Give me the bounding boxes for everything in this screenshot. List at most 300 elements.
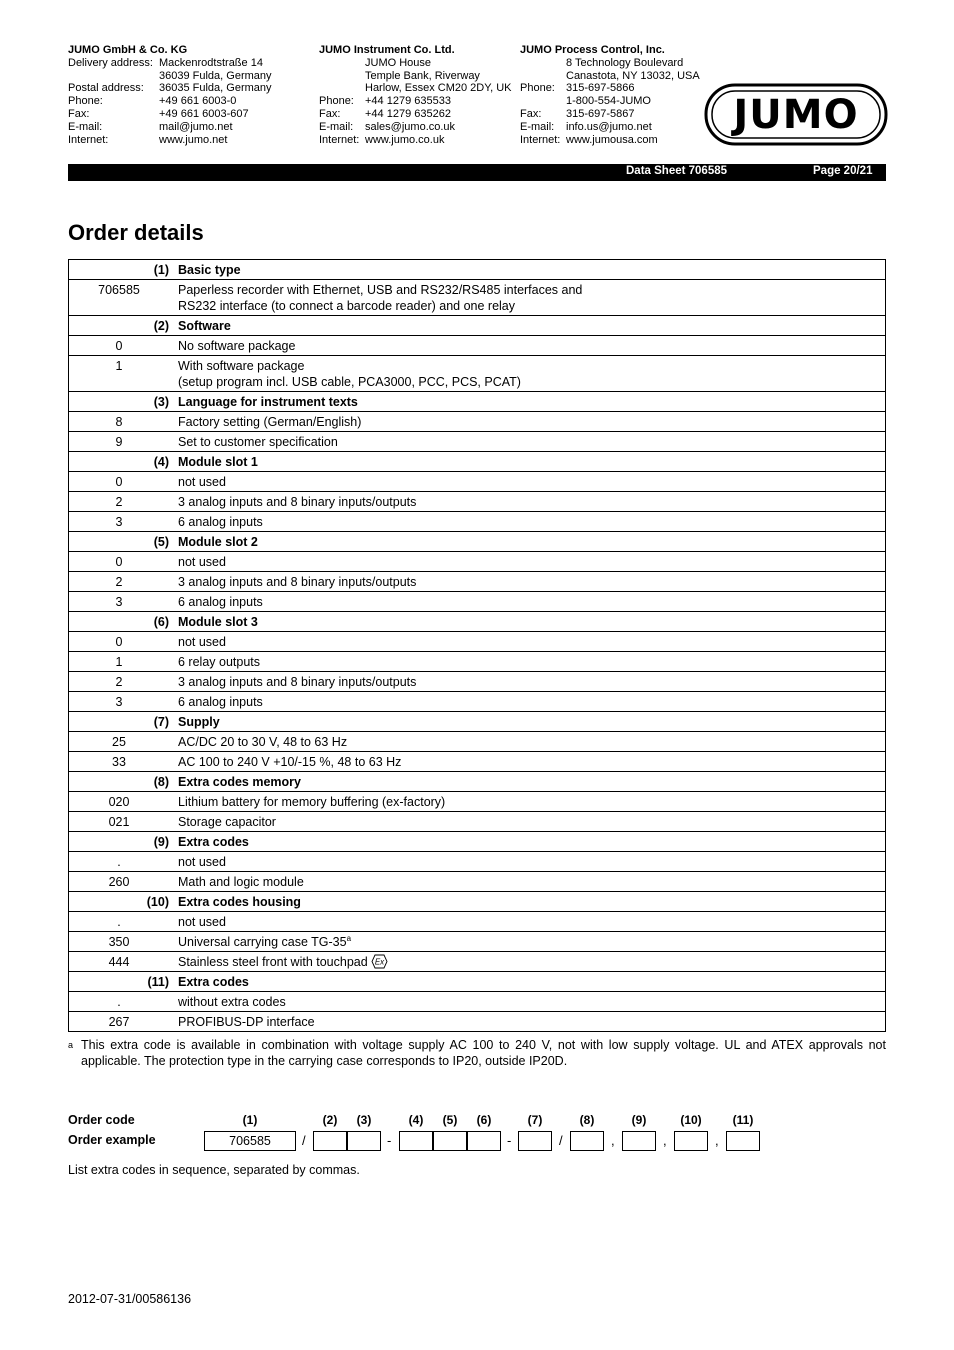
address-value: 8 Technology Boulevard xyxy=(566,56,684,69)
section-title xyxy=(177,612,886,632)
spacer-cell xyxy=(169,952,177,972)
spacer-cell xyxy=(169,792,177,812)
description-text: Extra codes memory xyxy=(178,775,301,789)
address-line xyxy=(68,70,272,83)
spacer-cell xyxy=(169,532,177,552)
address-line xyxy=(319,134,512,147)
spacer-cell xyxy=(169,612,177,632)
option-row xyxy=(69,672,886,692)
option-code: 0 xyxy=(69,632,170,652)
section-number: (5) xyxy=(153,535,169,549)
description-text: Paperless recorder with Ethernet, USB and RS232/RS485 interfaces and xyxy=(178,283,583,297)
address-line xyxy=(319,82,512,95)
address-line xyxy=(319,121,512,134)
option-row xyxy=(69,652,886,672)
address-value: www.jumo.co.uk xyxy=(365,133,445,146)
description-text: No software package xyxy=(178,339,296,353)
spacer-cell xyxy=(169,972,177,992)
address-line xyxy=(68,57,272,70)
spacer-cell xyxy=(169,652,177,672)
footnote-ref: a xyxy=(346,933,352,943)
description-text: 3 analog inputs and 8 binary inputs/outputs xyxy=(178,675,417,689)
description-text: 3 analog inputs and 8 binary inputs/outputs xyxy=(178,575,417,589)
order-field-box[interactable] xyxy=(347,1131,381,1151)
option-description xyxy=(177,592,886,612)
section-title xyxy=(177,972,886,992)
section-header-row xyxy=(69,892,886,912)
spacer-cell xyxy=(169,632,177,652)
address-value: 315-697-5866 xyxy=(566,82,635,95)
option-description xyxy=(177,672,886,692)
description-text: PROFIBUS-DP interface xyxy=(178,1015,315,1029)
datasheet-bar xyxy=(68,164,886,181)
description-text: 6 relay outputs xyxy=(178,655,260,669)
address-value: +49 661 6003-607 xyxy=(159,107,249,120)
section-header-row xyxy=(69,612,886,632)
option-row xyxy=(69,592,886,612)
order-separator: - xyxy=(507,1133,512,1148)
address-value: info.us@jumo.net xyxy=(566,120,652,133)
spacer-cell xyxy=(169,492,177,512)
option-description xyxy=(177,512,886,532)
address-key: Fax: xyxy=(520,107,542,120)
option-code: 260 xyxy=(69,872,170,892)
address-value: +49 661 6003-0 xyxy=(159,95,237,108)
order-field-label: (4) xyxy=(408,1113,424,1127)
option-row xyxy=(69,572,886,592)
address-key: E-mail: xyxy=(319,120,354,133)
spacer-cell xyxy=(169,316,177,336)
address-line xyxy=(520,70,700,83)
option-description xyxy=(177,280,886,316)
spacer-cell xyxy=(169,772,177,792)
option-description xyxy=(177,1012,886,1032)
order-separator: , xyxy=(611,1133,615,1148)
option-description xyxy=(177,472,886,492)
address-value: sales@jumo.co.uk xyxy=(365,120,456,133)
description-text: Lithium battery for memory buffering (ex-factory) xyxy=(178,795,446,809)
order-field-label: (3) xyxy=(356,1113,372,1127)
option-row xyxy=(69,492,886,512)
order-field-label: (8) xyxy=(579,1113,595,1127)
address-value: 36035 Fulda, Germany xyxy=(159,82,272,95)
order-code-label: Order code xyxy=(68,1113,135,1127)
description-text: Universal carrying case TG-35 xyxy=(178,935,347,949)
address-value: 36039 Fulda, Germany xyxy=(159,69,272,82)
order-field-label: (7) xyxy=(527,1113,543,1127)
option-code: . xyxy=(69,912,170,932)
jumo-logo xyxy=(704,83,888,146)
order-field-label: (9) xyxy=(631,1113,647,1127)
description-text: Factory setting (German/English) xyxy=(178,415,362,429)
spacer-cell xyxy=(169,356,177,392)
address-key: Phone: xyxy=(319,95,354,108)
section-header-row xyxy=(69,772,886,792)
option-description xyxy=(177,932,886,952)
footnote-text: This extra code is available in combination with voltage supply AC 100 to 240 V, not with low supply voltage. UL and ATEX approvals not applicable. The protection type in the carrying case corresponds to IP20, outside IP20D. xyxy=(81,1038,886,1068)
option-description xyxy=(177,792,886,812)
option-code: . xyxy=(69,852,170,872)
option-code: 3 xyxy=(69,512,170,532)
description-text: Set to customer specification xyxy=(178,435,338,449)
order-details-table xyxy=(68,259,886,1032)
order-field-box[interactable] xyxy=(399,1131,433,1151)
address-key xyxy=(319,57,365,70)
description-text: Basic type xyxy=(178,263,241,277)
order-field-label: (5) xyxy=(442,1113,458,1127)
order-field-box[interactable] xyxy=(518,1131,552,1151)
address-value: mail@jumo.net xyxy=(159,120,233,133)
order-field-box[interactable] xyxy=(570,1131,604,1151)
address-line xyxy=(68,121,272,134)
header-company-usa xyxy=(520,44,700,146)
option-row xyxy=(69,412,886,432)
option-code: 267 xyxy=(69,1012,170,1032)
spacer-cell xyxy=(169,872,177,892)
section-number: (3) xyxy=(153,395,169,409)
description-text: With software package xyxy=(178,359,305,373)
address-key xyxy=(68,70,159,83)
description-text: Storage capacitor xyxy=(178,815,276,829)
address-key xyxy=(520,70,566,83)
spacer-cell xyxy=(169,732,177,752)
option-description xyxy=(177,336,886,356)
option-code: 0 xyxy=(69,472,170,492)
option-row xyxy=(69,952,886,972)
option-code: 25 xyxy=(69,732,170,752)
option-description xyxy=(177,852,886,872)
description-text: Supply xyxy=(178,715,220,729)
section-title xyxy=(177,832,886,852)
section-header-row xyxy=(69,972,886,992)
option-description xyxy=(177,692,886,712)
order-field-box[interactable] xyxy=(622,1131,656,1151)
option-row xyxy=(69,812,886,832)
section-number: (10) xyxy=(146,895,169,909)
section-number: (1) xyxy=(153,263,169,277)
description-text: not used xyxy=(178,635,226,649)
spacer-cell xyxy=(169,552,177,572)
option-description xyxy=(177,752,886,772)
spacer-cell xyxy=(169,592,177,612)
description-text: Module slot 3 xyxy=(178,615,258,629)
spacer-cell xyxy=(169,812,177,832)
option-description xyxy=(177,952,886,972)
spacer-cell xyxy=(169,752,177,772)
address-key xyxy=(319,70,365,83)
svg-text:Ex: Ex xyxy=(374,957,384,967)
section-title xyxy=(177,772,886,792)
address-value: Mackenrodtstraße 14 xyxy=(159,56,263,69)
spacer-cell xyxy=(169,892,177,912)
option-description xyxy=(177,912,886,932)
order-separator: , xyxy=(663,1133,667,1148)
option-code: 3 xyxy=(69,692,170,712)
description-text: 3 analog inputs and 8 binary inputs/outputs xyxy=(178,495,417,509)
address-key: E-mail: xyxy=(520,120,555,133)
section-number: (7) xyxy=(153,715,169,729)
address-key xyxy=(319,82,365,95)
description-text: Extra codes xyxy=(178,835,249,849)
spacer-cell xyxy=(169,280,177,316)
address-line xyxy=(520,57,700,70)
address-key xyxy=(520,95,566,108)
footnote xyxy=(68,1037,886,1069)
address-key xyxy=(520,57,566,70)
description-text: Stainless steel front with touchpad xyxy=(178,955,368,969)
address-line xyxy=(520,108,700,121)
section-header-row xyxy=(69,392,886,412)
ex-atex-icon xyxy=(371,954,388,969)
spacer-cell xyxy=(169,452,177,472)
option-description xyxy=(177,992,886,1012)
option-row xyxy=(69,692,886,712)
order-separator: , xyxy=(715,1133,719,1148)
description-text: Software xyxy=(178,319,231,333)
option-row xyxy=(69,432,886,452)
option-row xyxy=(69,336,886,356)
description-text: Extra codes xyxy=(178,975,249,989)
spacer-cell xyxy=(169,472,177,492)
datasheet-number: Data Sheet 706585 xyxy=(626,165,728,177)
address-line xyxy=(68,95,272,108)
option-row xyxy=(69,472,886,492)
option-description xyxy=(177,552,886,572)
option-code: 1 xyxy=(69,356,170,392)
company-name: JUMO GmbH & Co. KG xyxy=(68,44,188,56)
option-description xyxy=(177,492,886,512)
section-header-row xyxy=(69,712,886,732)
spacer-cell xyxy=(169,712,177,732)
option-code: 020 xyxy=(69,792,170,812)
option-row xyxy=(69,512,886,532)
page-title: Order details xyxy=(68,220,204,245)
section-number: (2) xyxy=(153,319,169,333)
description-text: AC/DC 20 to 30 V, 48 to 63 Hz xyxy=(178,735,348,749)
address-line xyxy=(68,82,272,95)
order-field-box[interactable] xyxy=(467,1131,501,1151)
address-key: Fax: xyxy=(68,107,90,120)
address-key: Internet: xyxy=(319,133,360,146)
header-company-uk xyxy=(319,44,512,146)
address-value: +44 1279 635533 xyxy=(365,95,451,108)
option-row xyxy=(69,792,886,812)
description-text: not used xyxy=(178,855,226,869)
option-row xyxy=(69,932,886,952)
section-title xyxy=(177,392,886,412)
order-field-box[interactable] xyxy=(313,1131,347,1151)
section-number: (11) xyxy=(147,975,169,989)
option-code: 2 xyxy=(69,492,170,512)
spacer-cell xyxy=(169,412,177,432)
order-separator: / xyxy=(559,1133,563,1148)
spacer-cell xyxy=(169,932,177,952)
section-title xyxy=(177,892,886,912)
footnote-mark: a xyxy=(68,1040,74,1050)
option-code: 1 xyxy=(69,652,170,672)
section-title xyxy=(177,260,886,280)
section-header-row xyxy=(69,260,886,280)
address-key: Delivery address: xyxy=(68,56,153,69)
spacer-cell xyxy=(169,572,177,592)
option-code: 0 xyxy=(69,336,170,356)
description-text: Math and logic module xyxy=(178,875,304,889)
spacer-cell xyxy=(169,432,177,452)
address-line xyxy=(319,57,512,70)
option-row xyxy=(69,992,886,1012)
address-line xyxy=(68,108,272,121)
description-text: 6 analog inputs xyxy=(178,515,263,529)
spacer-cell xyxy=(169,992,177,1012)
option-description xyxy=(177,432,886,452)
option-code: 021 xyxy=(69,812,170,832)
spacer-cell xyxy=(169,832,177,852)
address-line xyxy=(319,70,512,83)
section-header-row xyxy=(69,452,886,472)
spacer-cell xyxy=(169,512,177,532)
section-header-row xyxy=(69,532,886,552)
address-value: JUMO House xyxy=(365,56,432,69)
option-code: 9 xyxy=(69,432,170,452)
description-text: Extra codes housing xyxy=(178,895,301,909)
section-number: (6) xyxy=(153,615,169,629)
option-description xyxy=(177,572,886,592)
option-row xyxy=(69,1012,886,1032)
option-code: 706585 xyxy=(69,280,170,316)
address-line xyxy=(68,134,272,147)
section-number: (8) xyxy=(153,775,169,789)
address-value: Temple Bank, Riverway xyxy=(365,69,480,82)
option-description xyxy=(177,872,886,892)
spacer-cell xyxy=(169,672,177,692)
address-value: Harlow, Essex CM20 2DY, UK xyxy=(365,82,512,95)
order-field-box[interactable]: 706585 xyxy=(204,1131,296,1151)
address-key: Phone: xyxy=(68,95,103,108)
address-line xyxy=(319,95,512,108)
option-code: 8 xyxy=(69,412,170,432)
description-text: not used xyxy=(178,555,226,569)
option-description xyxy=(177,356,886,392)
option-description xyxy=(177,732,886,752)
company-name: JUMO Instrument Co. Ltd. xyxy=(319,44,455,56)
address-value: www.jumousa.com xyxy=(566,133,658,146)
option-row xyxy=(69,280,886,316)
option-row xyxy=(69,752,886,772)
page-number: Page 20/21 xyxy=(813,165,873,177)
option-code: 2 xyxy=(69,672,170,692)
section-title xyxy=(177,316,886,336)
order-field-label: (1) xyxy=(242,1113,258,1127)
address-key: Internet: xyxy=(68,133,109,146)
address-value: +44 1279 635262 xyxy=(365,107,451,120)
description-text-line2: (setup program incl. USB cable, PCA3000, PCC, PCS, PCAT) xyxy=(178,375,521,389)
document-id: 2012-07-31/00586136 xyxy=(68,1292,192,1306)
order-field-label: (6) xyxy=(476,1113,492,1127)
address-key: Phone: xyxy=(520,82,555,95)
description-text: not used xyxy=(178,475,226,489)
spacer-cell xyxy=(169,1012,177,1032)
spacer-cell xyxy=(169,852,177,872)
order-field-label: (11) xyxy=(732,1113,754,1127)
option-code: 33 xyxy=(69,752,170,772)
option-description xyxy=(177,812,886,832)
order-example-label: Order example xyxy=(68,1133,156,1147)
section-title xyxy=(177,452,886,472)
address-key: E-mail: xyxy=(68,120,103,133)
option-row xyxy=(69,732,886,752)
description-text: 6 analog inputs xyxy=(178,595,263,609)
description-text: Language for instrument texts xyxy=(178,395,358,409)
option-code: 444 xyxy=(69,952,170,972)
address-line xyxy=(520,121,700,134)
description-text: without extra codes xyxy=(178,995,286,1009)
option-row xyxy=(69,912,886,932)
order-separator: - xyxy=(387,1133,392,1148)
address-value: 315-697-5867 xyxy=(566,107,635,120)
option-code: 0 xyxy=(69,552,170,572)
address-key: Postal address: xyxy=(68,82,144,95)
section-title xyxy=(177,532,886,552)
section-title xyxy=(177,712,886,732)
company-name: JUMO Process Control, Inc. xyxy=(520,44,665,56)
extra-codes-note: List extra codes in sequence, separated by commas. xyxy=(68,1163,360,1177)
spacer-cell xyxy=(169,260,177,280)
order-separator: / xyxy=(302,1133,306,1148)
address-line xyxy=(520,95,700,108)
spacer-cell xyxy=(169,392,177,412)
order-field-label: (10) xyxy=(680,1113,702,1127)
address-value: 1-800-554-JUMO xyxy=(566,95,651,108)
section-number: (4) xyxy=(153,455,169,469)
address-value: www.jumo.net xyxy=(159,133,228,146)
section-header-row xyxy=(69,832,886,852)
section-header-row xyxy=(69,316,886,336)
description-text-line2: RS232 interface (to connect a barcode reader) and one relay xyxy=(178,299,516,313)
option-description xyxy=(177,632,886,652)
logo-text: JUMO xyxy=(733,92,859,138)
header-company-germany xyxy=(68,44,272,146)
address-value: Canastota, NY 13032, USA xyxy=(566,69,700,82)
order-field-label: (2) xyxy=(322,1113,338,1127)
description-text: AC 100 to 240 V +10/-15 %, 48 to 63 Hz xyxy=(178,755,402,769)
option-row xyxy=(69,872,886,892)
option-code: 2 xyxy=(69,572,170,592)
option-description xyxy=(177,412,886,432)
option-row xyxy=(69,632,886,652)
description-text: not used xyxy=(178,915,226,929)
spacer-cell xyxy=(169,336,177,356)
spacer-cell xyxy=(169,692,177,712)
address-line xyxy=(319,108,512,121)
spacer-cell xyxy=(169,912,177,932)
order-field-box[interactable] xyxy=(674,1131,708,1151)
option-row xyxy=(69,552,886,572)
description-text: 6 analog inputs xyxy=(178,695,263,709)
option-code: . xyxy=(69,992,170,1012)
section-number: (9) xyxy=(153,835,169,849)
option-row xyxy=(69,356,886,392)
address-line xyxy=(520,134,700,147)
description-text: Module slot 1 xyxy=(178,455,258,469)
option-row xyxy=(69,852,886,872)
order-field-box[interactable] xyxy=(726,1131,760,1151)
option-description xyxy=(177,652,886,672)
option-code: 3 xyxy=(69,592,170,612)
order-field-box[interactable] xyxy=(433,1131,467,1151)
address-key: Internet: xyxy=(520,133,561,146)
address-key: Fax: xyxy=(319,107,341,120)
option-code: 350 xyxy=(69,932,170,952)
